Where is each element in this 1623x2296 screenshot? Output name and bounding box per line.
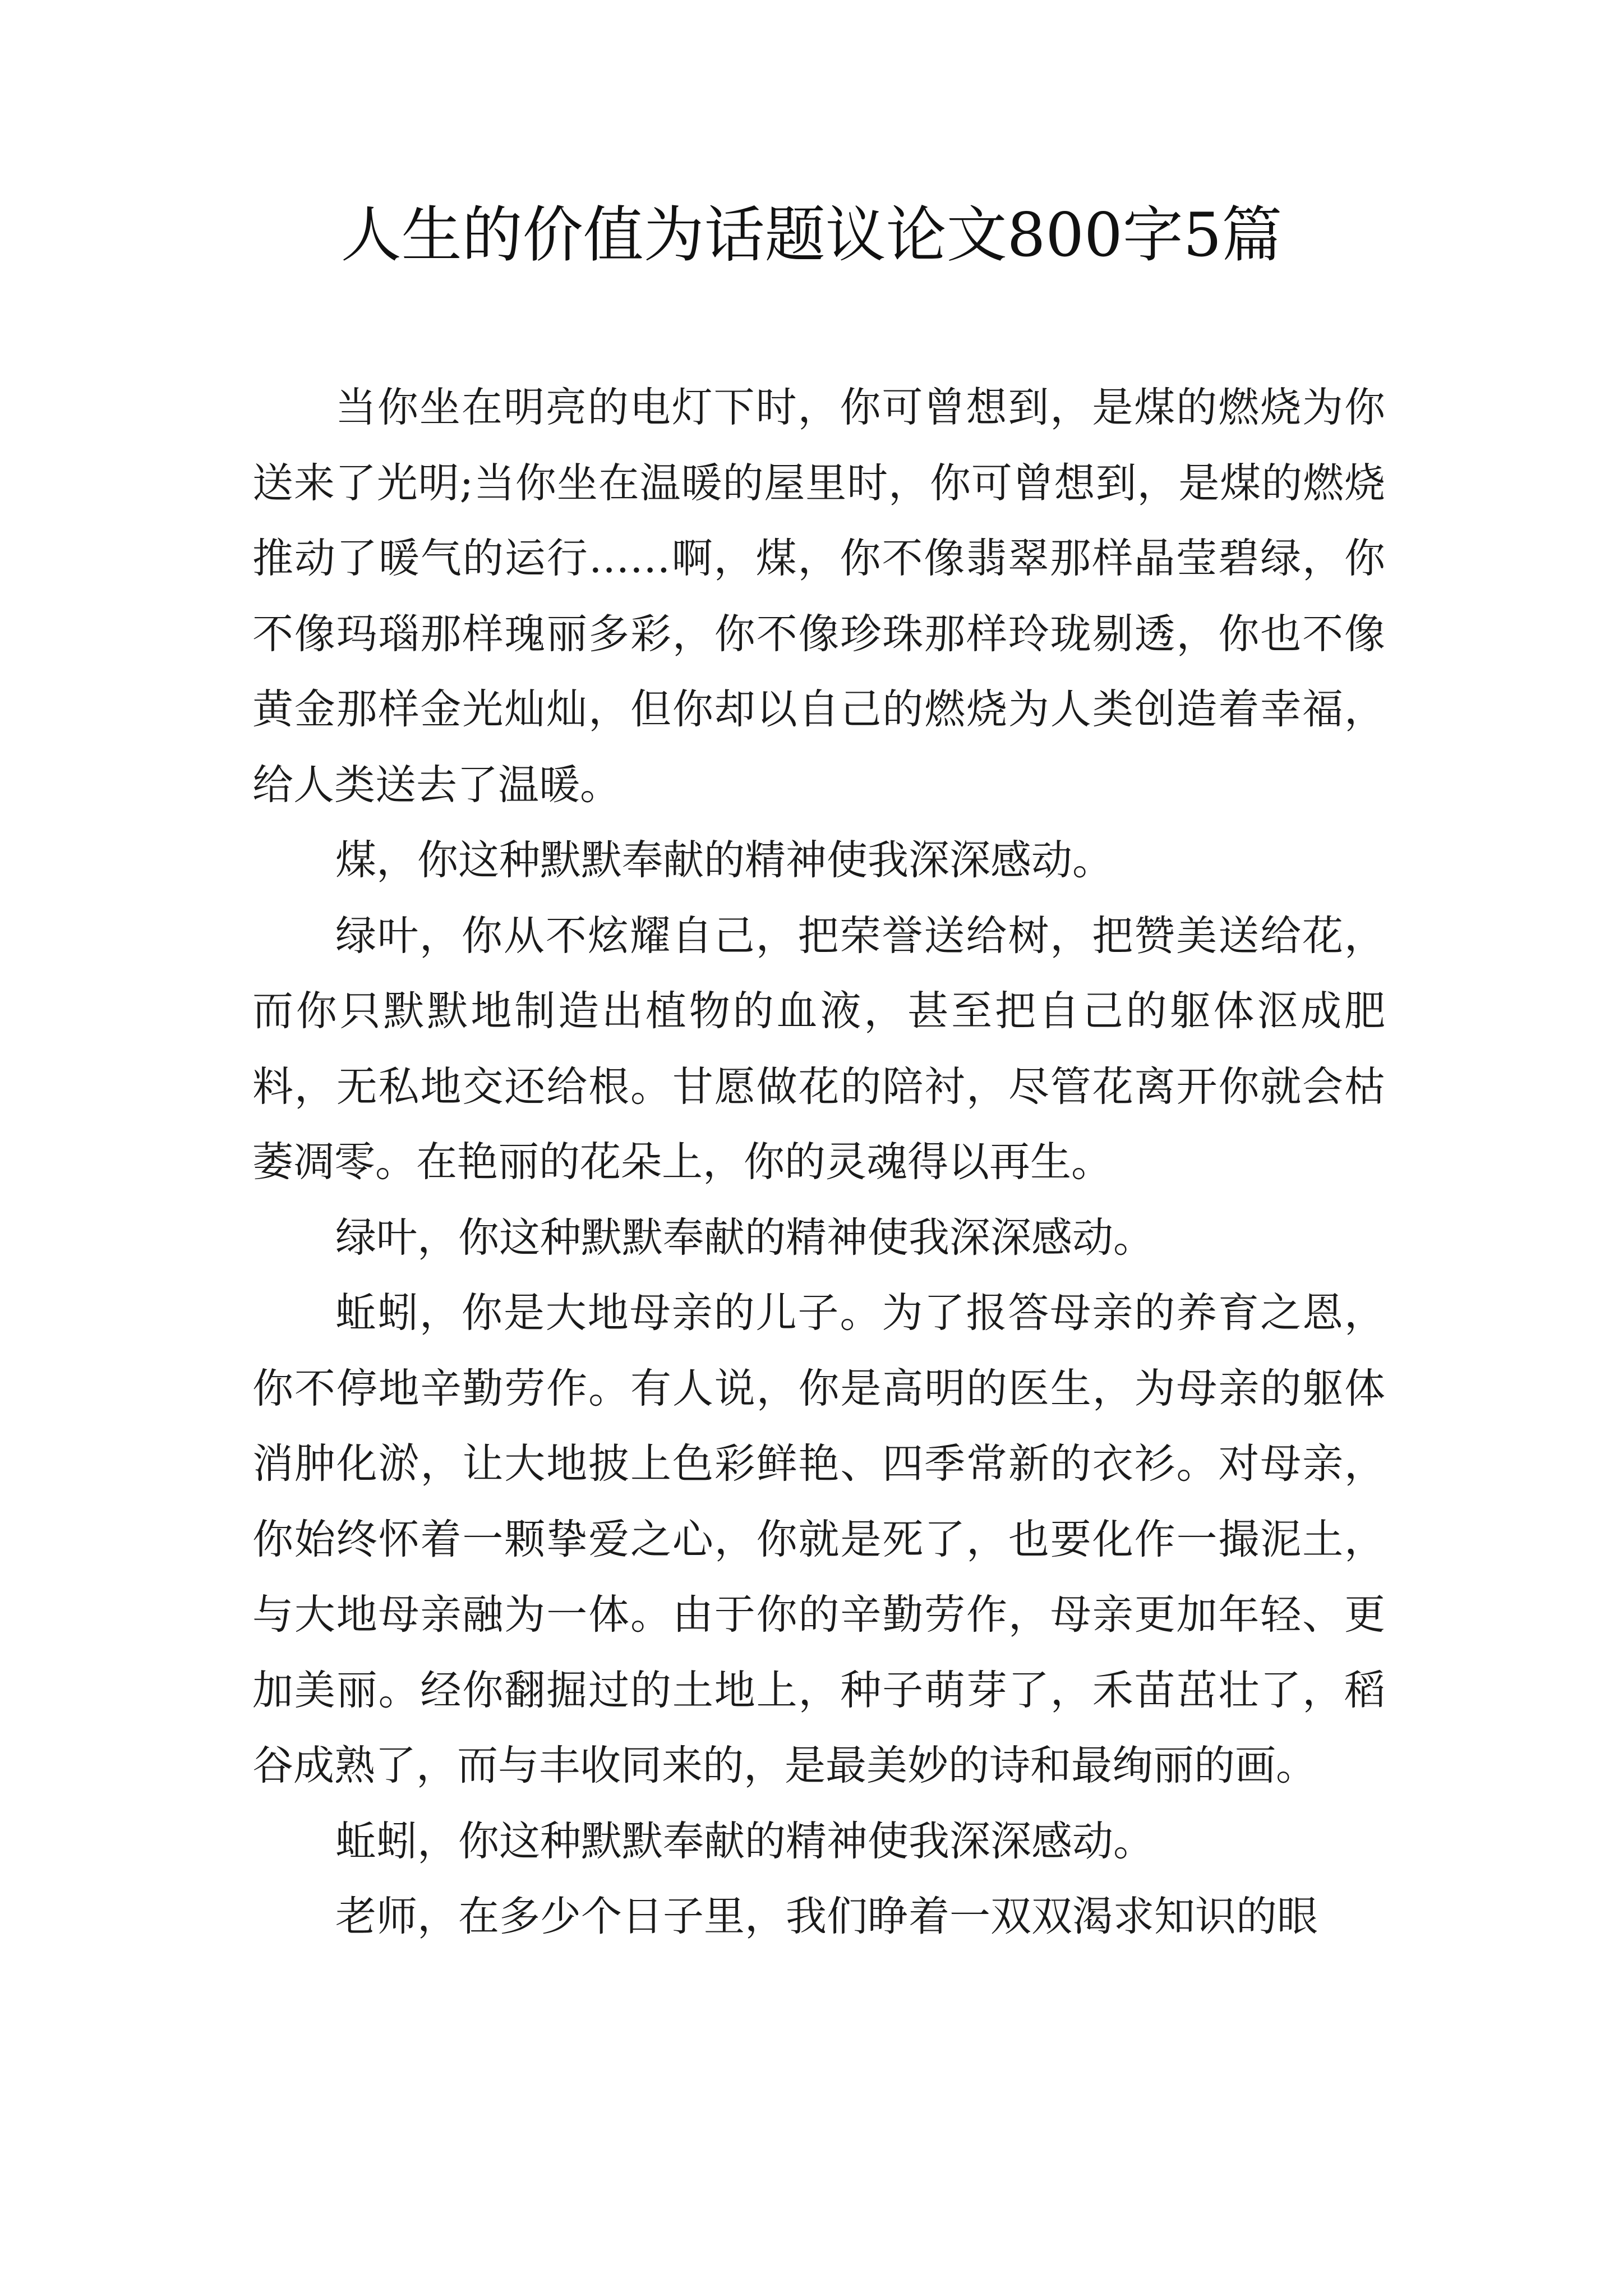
paragraph-coal: 当你坐在明亮的电灯下时，你可曾想到，是煤的燃烧为你送来了光明;当你坐在温暖的屋里时，你可曾想到，是煤的燃烧推动了暖气的运行……啊，煤，你不像翡翠那样晶莹碧绿，你不像玛瑙那样瑰丽多彩，你不像珍珠那样玲珑剔透，你也不像黄金那样金光灿灿，但你却以自己的燃烧为人类创造着幸福，给人类送去了温暖。 xyxy=(252,384,1385,809)
paragraph-earthworm: 蚯蚓，你是大地母亲的儿子。为了报答母亲的养育之恩，你不停地辛勤劳作。有人说，你是高明的医生，为母亲的躯体消肿化淤，让大地披上色彩鲜艳、四季常新的衣衫。对母亲，你始终怀着一颗挚爱之心，你就是死了，也要化作一撮泥土，与大地母亲融为一体。由于你的辛勤劳作，母亲更加年轻、更加美丽。经你翻掘过的土地上，种子萌芽了，禾苗茁壮了，稻谷成熟了，而与丰收同来的，是最美妙的诗和最绚丽的画。 xyxy=(252,1289,1385,1789)
paragraph-teacher: 老师，在多少个日子里，我们睁着一双双渴求知识的眼 xyxy=(335,1893,1318,1940)
document-title: 人生的价值为话题议论文800字5篇 xyxy=(340,200,1283,270)
paragraph-earthworm-refrain: 蚯蚓，你这种默默奉献的精神使我深深感动。 xyxy=(335,1817,1154,1865)
document-body xyxy=(252,370,1385,1955)
paragraph-green-leaf-refrain: 绿叶，你这种默默奉献的精神使我深深感动。 xyxy=(335,1213,1154,1262)
paragraph-green-leaf: 绿叶，你从不炫耀自己，把荣誉送给树，把赞美送给花，而你只默默地制造出植物的血液，甚至把自己的躯体沤成肥料，无私地交还给根。甘愿做花的陪衬，尽管花离开你就会枯萎凋零。在艳丽的花朵上，你的灵魂得以再生。 xyxy=(252,912,1385,1186)
paragraph-coal-refrain: 煤，你这种默默奉献的精神使我深深感动。 xyxy=(335,836,1113,884)
